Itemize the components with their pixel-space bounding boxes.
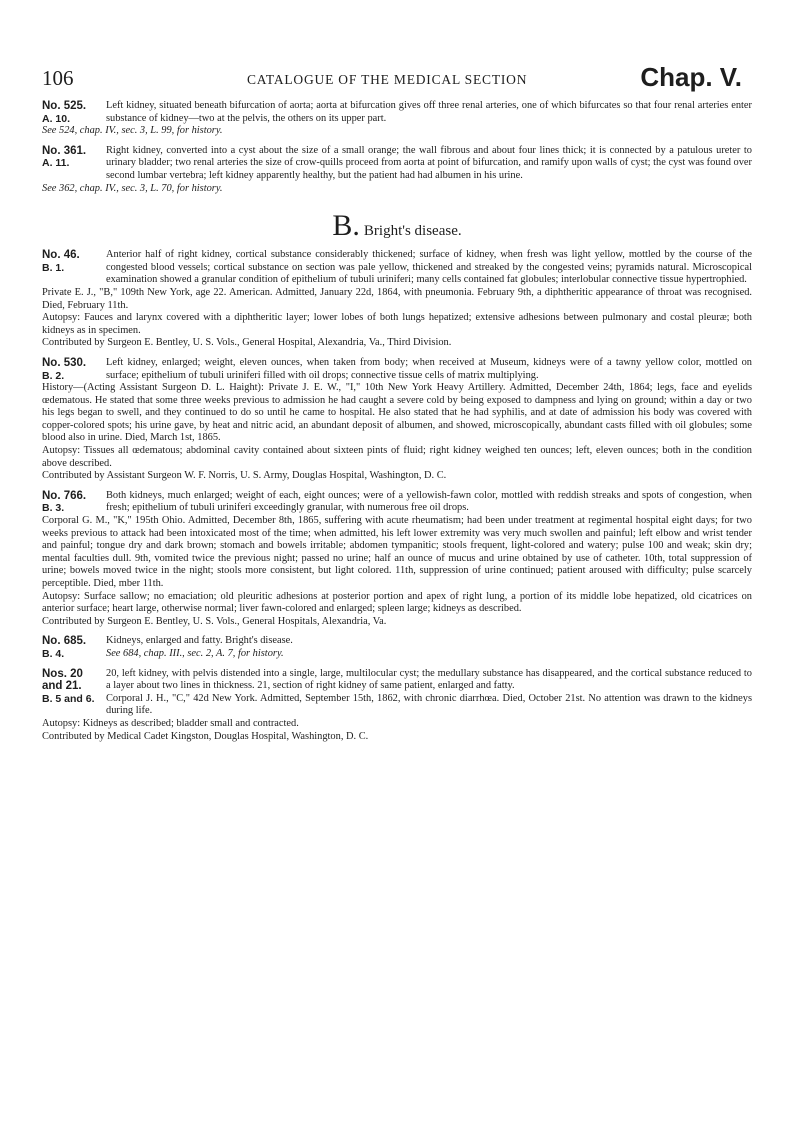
entry-contributor: Contributed by Medical Cadet Kingston, Douglas Hospital, Washington, D. C. [42,730,369,742]
specimen-code: B. 4. [42,647,65,660]
entry-number: No. 766. [42,489,87,502]
entry-history: Corporal G. M., "K," 195th Ohio. Admitted, December 8th, 1865, suffering with acute rheumatism; had been under treatment at regimental hospital eight days; for two weeks previous to attack had been intoxicated most of the time; when admitted, his left lower extremity was very much swollen and painful; left elbow and wrist tender and painful; tongue dry and dark brown; stomach and bowels irritable; abdomen tympanitic; stools frequent, light-colored and watery; pulse 100 and weak; skin dry; mental faculties dull. 9th, vomited twice the previous night; passed no urine; half an ounce of mucus and urine obtained by use of catheter. 10th, total suppression of urine; bowels moved twice in the night; stools more consistent, but light colored. 11th, suppression of urine continued; patient aroused with difficulty; pulse scarcely perceptible. Died, mber 11th. [42,515,752,589]
entry-number: No. 530. [42,356,87,369]
specimen-code: A. 10. [42,112,71,125]
catalogue-entry [42,490,752,629]
entry-description: Left kidney, enlarged; weight, eleven ounces, when taken from body; when received at Museum, kidneys were of a tawny yellow color, mottled on surface; epithelium of tubuli uriniferi filled with oil drops; connective tissue cells of matrix multiplying. [106,356,752,381]
catalogue-entry [42,635,752,660]
specimen-code: A. 11. [42,157,70,170]
catalogue-entry [42,249,752,350]
entry-description: Left kidney, situated beneath bifurcation of aorta; aorta at bifurcation gives off three renal arteries, one of which bifurcates so that four renal arteries enter substance of kidney—two at the pelvis, the others on its upper part. [106,100,752,124]
entry-description: Kidneys, enlarged and fatty. Bright's disease. [106,635,293,647]
running-title: CATALOGUE OF THE MEDICAL SECTION [247,72,528,87]
catalogue-entry [42,100,752,138]
entry-autopsy: Autopsy: Surface sallow; no emaciation; old pleuritic adhesions at posterior portion and apex of right lung, a portion of its middle lobe hepatized, old cicatrices on anterior surface; heart large, otherwise normal; liver fawn-colored and enlarged; spleen large; kidneys as described. [42,590,752,615]
specimen-code: B. 1. [42,261,65,274]
entry-history: Private E. J., "B," 109th New York, age 22. American. Admitted, January 22d, 1864, with pneumonia. February 9th, a diphtheritic appearance of throat was recognised. Died, February 11th. [42,286,752,311]
entry-number: No. 46. [42,249,80,262]
page-header [42,62,742,92]
section-heading [42,209,752,243]
section-title: Bright's disease. [363,223,462,240]
catalogue-entry [42,145,752,195]
entry-number: Nos. 20 and 21. [42,667,83,693]
entry-description: Anterior half of right kidney, cortical substance considerably thickened; surface of kidney, when fresh was light yellow, mottled by the course of the congested blood vessels; cortical substance on section was pale yellow, thickened and streaked by the congested veins; pyramids natural. Microscopical examination showed a granular condition of epithelium of tubuli uriniferi; many cells contained fat globules; interlobular connective tissue hypertrophied. [106,249,752,286]
entry-autopsy: Autopsy: Fauces and larynx covered with a diphtheritic layer; lower lobes of both lungs hepatized; extensive adhesions between pulmonary and costal pleuræ; both kidneys as in specimen. [42,312,752,336]
catalogue-entry [42,668,752,744]
section-letter: B. [332,209,360,243]
entry-description: Right kidney, converted into a cyst about the size of a small orange; the wall fibrous and about four lines thick; it is connected by a patulous ureter to urinary bladder; two renal arteries the size of crow-quills proceed from aorta at point of bifurcation, and ramify upon walls of cyst; the cyst was found over second lumbar vertebra; left kidney apparently healthy, but the patient had had albumen in his urine. [106,144,752,181]
entry-autopsy: Autopsy: Tissues all œdematous; abdominal cavity contained about sixteen pints of fluid; right kidney weighed ten ounces; left, eleven ounces; both in the condition above described. [42,445,752,469]
entry-contributor: Contributed by Surgeon E. Bentley, U. S. Vols., General Hospitals, Alexandria, Va. [42,615,387,627]
entry-history: History—(Acting Assistant Surgeon D. L. Haight): Private J. E. W., "I," 10th New York Heavy Artillery. Admitted, December 24th, 1864; legs, face and eyelids œdematous. He stated that some three weeks previous to admission he had caught a severe cold by being exposed to dampness and lying on ground; within a day or two his legs began to swell, and they continued to do so until he came to hospital. He also stated that he had syphilis, and at date of admission his body was covered with copper-colored spots; his urine gave, by heat and nitric acid, an abundant deposit of albumen, and showed, microscopically, abundant casts filled with oil globules; some blood also in urine. Died, March 1st, 1865. [42,382,752,444]
specimen-code: B. 3. [42,502,65,515]
page-number: 106 [42,66,74,90]
entry-number: No. 525. [42,100,87,112]
specimen-code: B. 5 and 6. [42,692,95,705]
entry-reference: See 684, chap. III., sec. 2, A. 7, for history. [106,647,284,659]
entry-contributor: Contributed by Surgeon E. Bentley, U. S. Vols., General Hospital, Alexandria, Va., Third Division. [42,337,452,349]
entry-reference: See 362, chap. IV., sec. 3, L. 70, for history. [42,182,223,194]
entry-description: Both kidneys, much enlarged; weight of each, eight ounces; were of a yellowish-fawn color, mottled with reddish streaks and spots of congestion, when fresh; epithelium of tubuli uriniferi exceedingly granular, with numerous free oil drops. [106,489,752,514]
entry-reference: See 524, chap. IV., sec. 3, L. 99, for history. [42,125,223,137]
entry-autopsy: Autopsy: Kidneys as described; bladder small and contracted. [42,717,299,729]
entry-number: No. 361. [42,144,87,157]
catalogue-entry [42,357,752,483]
entry-history: Corporal J. H., "C," 42d New York. Admitted, September 15th, 1862, with chronic diarrhœa. Died, October 21st. No attention was drawn to the kidneys during life. [106,692,752,717]
chapter-label: Chap. V. [640,62,742,92]
entry-number: No. 685. [42,635,87,648]
entry-contributor: Contributed by Assistant Surgeon W. F. Norris, U. S. Army, Douglas Hospital, Washington, D. C. [42,470,447,482]
catalogue-entries [42,100,752,750]
entry-description: 20, left kidney, with pelvis distended into a single, large, multilocular cyst; the medullary substance has disappeared, and the cortical substance reduced to a layer about two lines in thickness. 21, section of right kidney of same patient, enlarged and fatty. [106,667,752,692]
specimen-code: B. 2. [42,369,65,382]
